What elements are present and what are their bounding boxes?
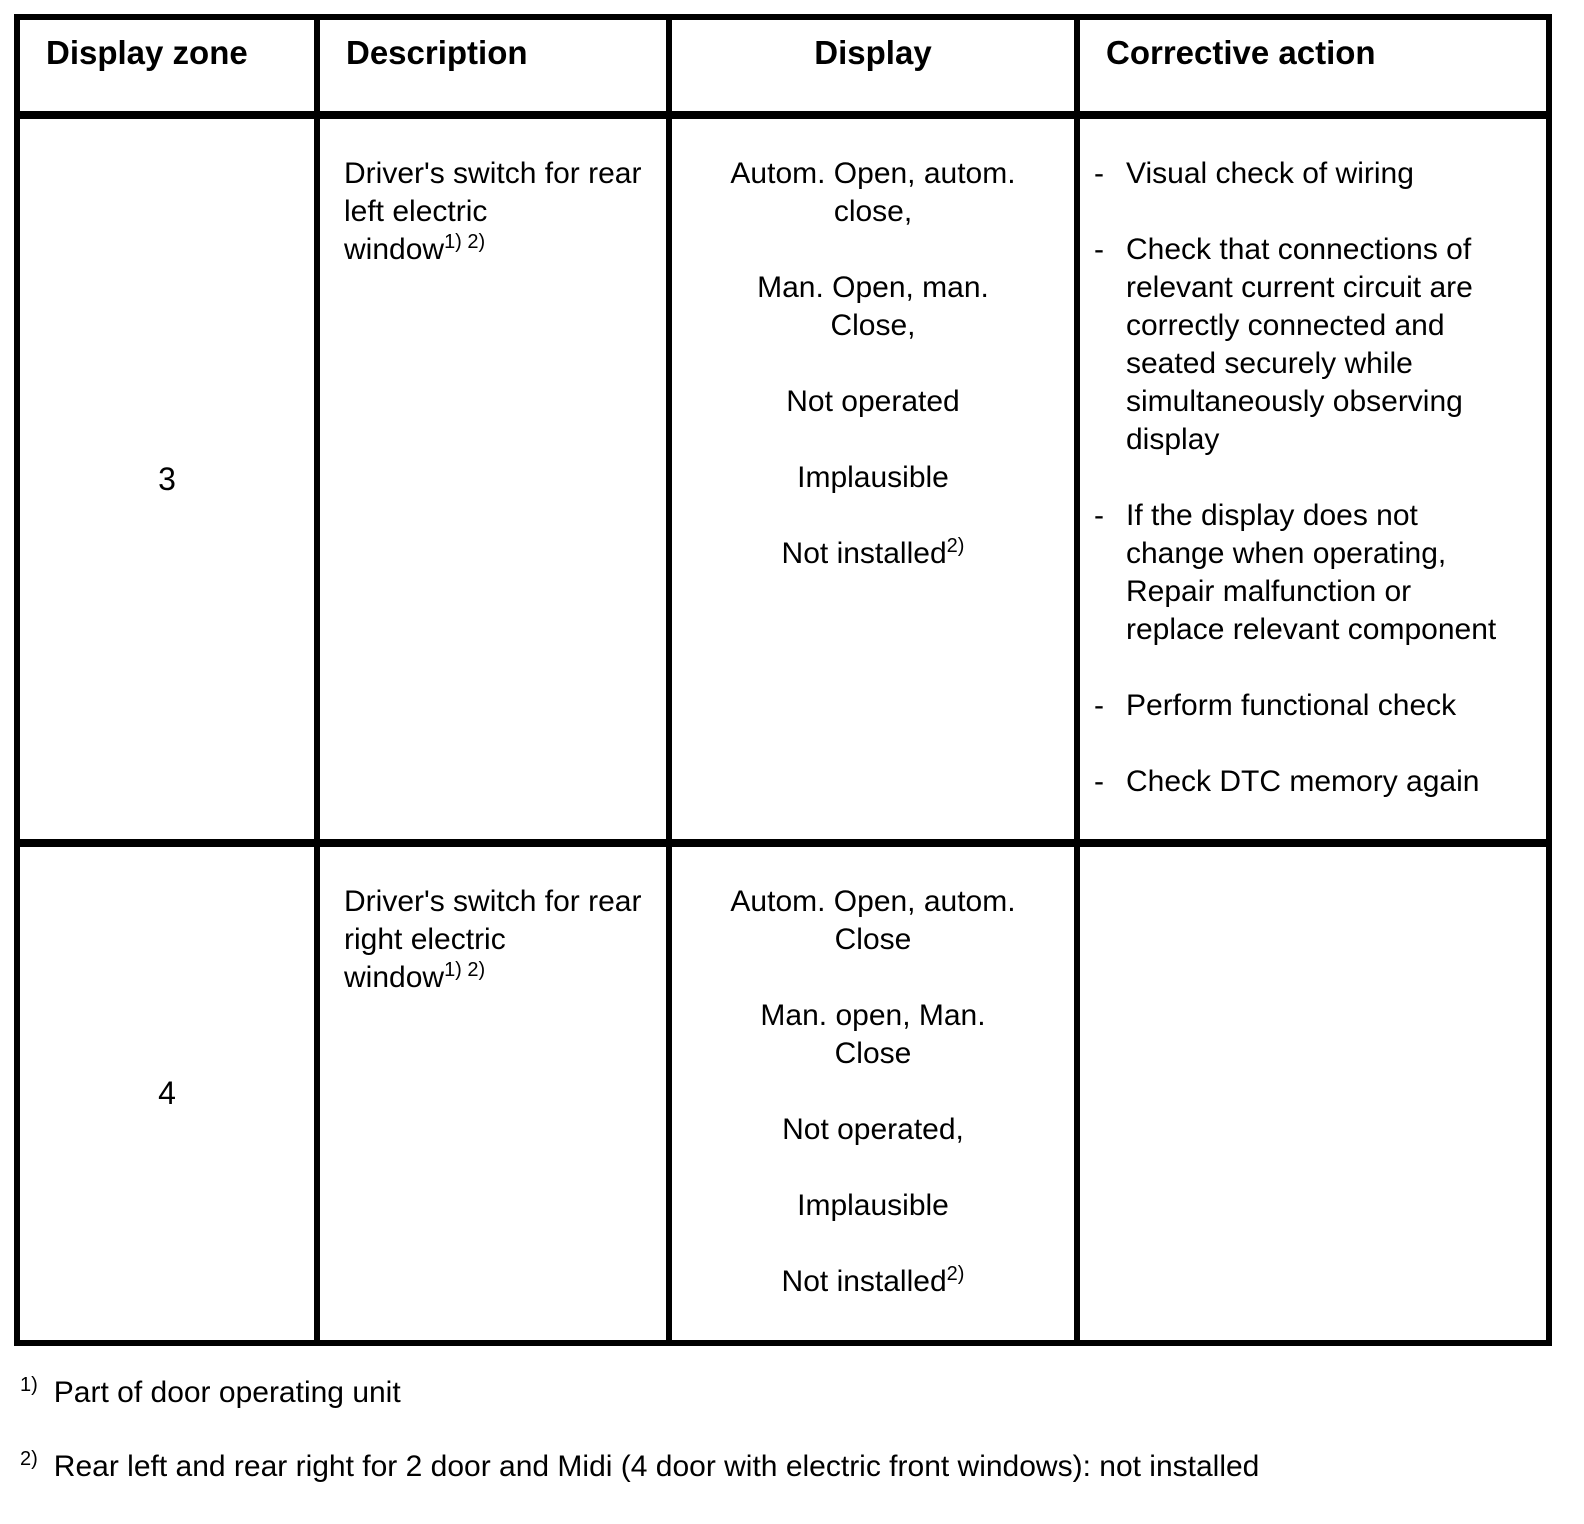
display-state [680, 269, 1066, 345]
description-cell [317, 843, 669, 1343]
corrective-action-item [1092, 763, 1540, 801]
corrective-action-text [1126, 687, 1540, 725]
corrective-action-cell [1077, 843, 1549, 1343]
description-line: window$^{1) 2)}$ [344, 959, 486, 994]
display-state-line: Not operated, [782, 1113, 964, 1146]
description-cell [317, 115, 669, 843]
corrective-action-cell [1077, 115, 1549, 843]
display-cell [669, 115, 1077, 843]
description-text [344, 883, 656, 997]
footnote-2 [20, 1450, 1259, 1484]
display-state [680, 883, 1066, 959]
display-state-line: Close [834, 923, 912, 956]
display-state [680, 997, 1066, 1073]
footnote-1-marker: 1) [20, 1374, 38, 1396]
footnote-marker: 2) [946, 1263, 965, 1285]
table-row-zone-4 [17, 843, 1549, 1343]
corrective-action-line: Repair malfunction or [1126, 575, 1412, 608]
display-state [680, 1187, 1066, 1225]
display-zone-cell: 4 [17, 843, 317, 1343]
display-state-line: Autom. Open, autom. [730, 157, 1016, 190]
display-state [680, 383, 1066, 421]
footnote-1-text: Part of door operating unit [53, 1376, 401, 1409]
display-state-line: Close, [830, 309, 916, 342]
bullet-dash: - [1094, 157, 1104, 190]
corrective-action-item [1092, 687, 1540, 725]
corrective-action-item [1092, 155, 1540, 193]
display-zone-cell: 3 [17, 115, 317, 843]
footnote-marker: 1) 2) [444, 231, 486, 253]
corrective-action-line: display [1126, 423, 1220, 456]
footnote-1 [20, 1376, 401, 1410]
bullet-dash: - [1094, 233, 1104, 266]
display-state-line: Man. open, Man. [760, 999, 986, 1032]
corrective-action-line: Visual check of wiring [1126, 157, 1414, 190]
corrective-action-line: If the display does not [1126, 499, 1418, 532]
corrective-action-line: replace relevant component [1126, 613, 1497, 646]
display-state-line: Autom. Open, autom. [730, 885, 1016, 918]
header-display: Display [669, 17, 1077, 115]
display-state-line: Implausible [797, 1189, 949, 1222]
corrective-action-text [1126, 763, 1540, 801]
header-display-zone: Display zone [17, 17, 317, 115]
display-state-line: Implausible [797, 461, 949, 494]
description-line: window$^{1) 2)}$ [344, 231, 486, 266]
display-states [680, 155, 1066, 573]
display-state-line: Not operated [786, 385, 960, 418]
description-line: left electric [344, 195, 488, 228]
display-state [680, 155, 1066, 231]
display-state-line: Man. Open, man. [757, 271, 989, 304]
corrective-action-item [1092, 497, 1540, 649]
footnote-marker: 2) [946, 535, 965, 557]
footnote-2-marker: 2) [20, 1448, 38, 1470]
corrective-action-line: simultaneously observing [1126, 385, 1463, 418]
display-state [680, 535, 1066, 573]
corrective-action-line: Check DTC memory again [1126, 765, 1480, 798]
display-state-line: Not installed$^{2)}$ [781, 535, 965, 570]
description-line: Driver's switch for rear [344, 157, 642, 190]
corrective-action-line: correctly connected and [1126, 309, 1445, 342]
display-states [680, 883, 1066, 1301]
description-line: Driver's switch for rear [344, 885, 642, 918]
display-state [680, 459, 1066, 497]
diagnostic-table [14, 14, 1552, 1346]
description-text [344, 155, 656, 269]
corrective-action-text [1126, 497, 1540, 649]
corrective-action-line: change when operating, [1126, 537, 1447, 570]
header-corrective-action: Corrective action [1077, 17, 1549, 115]
description-line: right electric [344, 923, 506, 956]
display-cell [669, 843, 1077, 1343]
footnote-2-text: Rear left and rear right for 2 door and Midi (4 door with electric front windows): not installed [53, 1450, 1260, 1483]
bullet-dash: - [1094, 689, 1104, 722]
bullet-dash: - [1094, 499, 1104, 532]
corrective-action-line: Perform functional check [1126, 689, 1457, 722]
footnote-marker: 1) 2) [444, 959, 486, 981]
display-state [680, 1263, 1066, 1301]
header-row [17, 17, 1549, 115]
display-state-line: close, [833, 195, 913, 228]
corrective-action-line: seated securely while [1126, 347, 1413, 380]
corrective-action-list [1092, 155, 1540, 801]
display-state-line: Close [834, 1037, 912, 1070]
corrective-action-text [1126, 231, 1540, 459]
display-state [680, 1111, 1066, 1149]
corrective-action-item [1092, 231, 1540, 459]
corrective-action-line: Check that connections of [1126, 233, 1472, 266]
display-state-line: Not installed$^{2)}$ [781, 1263, 965, 1298]
corrective-action-text [1126, 155, 1540, 193]
header-description: Description [317, 17, 669, 115]
table-row-zone-3 [17, 115, 1549, 843]
bullet-dash: - [1094, 765, 1104, 798]
corrective-action-line: relevant current circuit are [1126, 271, 1473, 304]
